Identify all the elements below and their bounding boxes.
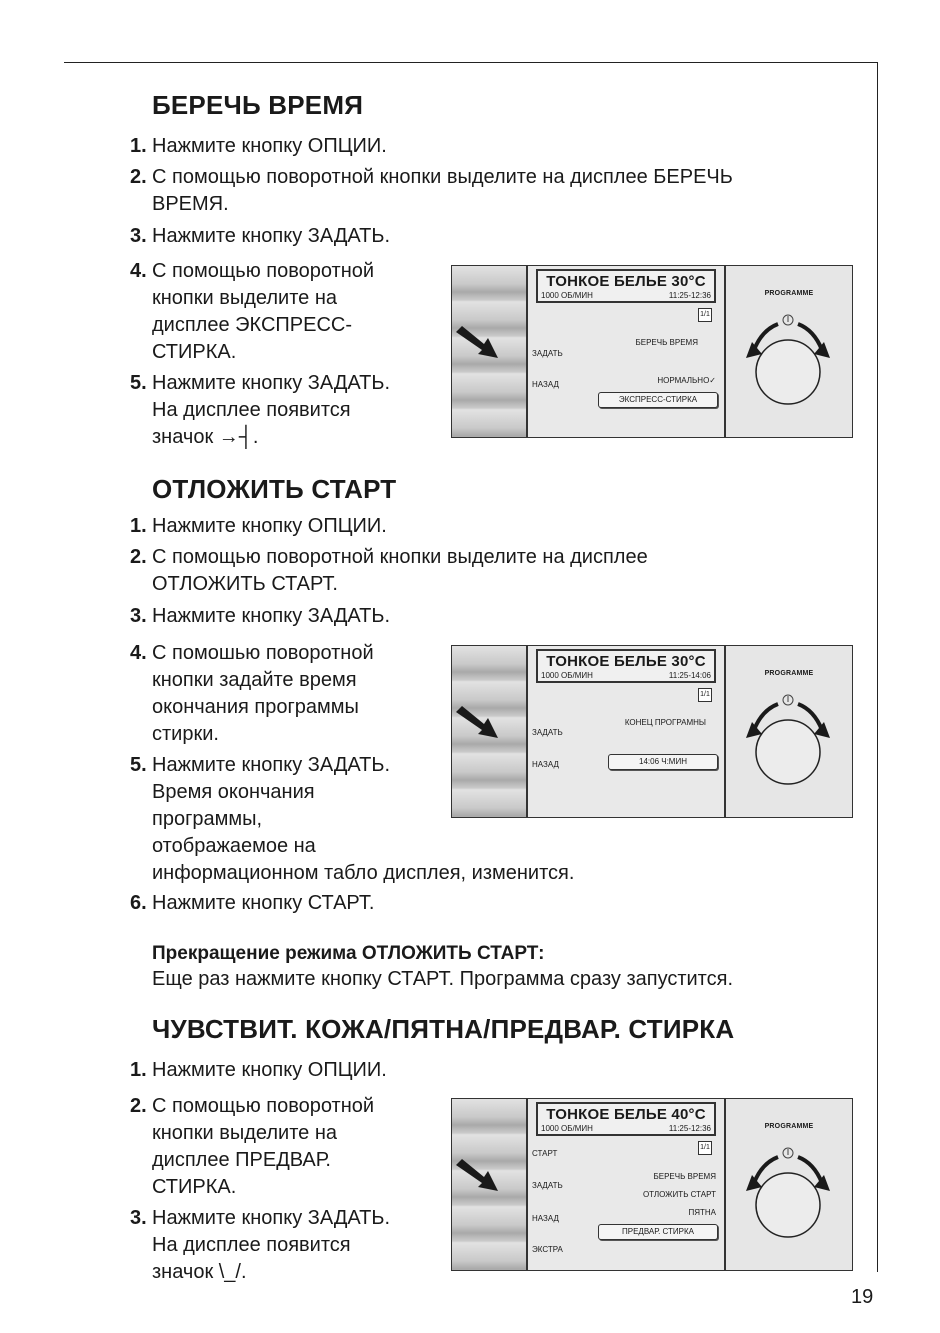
list-item: 1. Нажмите кнопку ОПЦИИ. bbox=[130, 1059, 387, 1081]
list-item: 1. Нажмите кнопку ОПЦИИ. bbox=[130, 515, 387, 537]
knob-label: PROGRAMME bbox=[764, 1123, 814, 1130]
menu-line: КОНЕЦ ПРОГРАМНЫ bbox=[624, 718, 706, 727]
program-title-box bbox=[536, 1102, 716, 1136]
document-icon: 1/1 bbox=[698, 1141, 712, 1155]
list-item: 2. С помощью поворотной кнопки выделите на дисплее ОТЛОЖИТЬ СТАРТ. bbox=[130, 546, 648, 595]
soft-key-start: СТАРТ bbox=[532, 1149, 558, 1158]
list-item: 2. С помощью поворотной кнопки выделите на дисплее БЕРЕЧЬ ВРЕМЯ. bbox=[130, 166, 733, 215]
list-item: 4. С помошью поворотной кнопки задайте время окончания программы стирки. bbox=[130, 642, 374, 745]
button-strip bbox=[452, 1099, 528, 1270]
spin-speed: 1000 ОБ/МИН bbox=[541, 1124, 593, 1133]
page-number: 19 bbox=[851, 1286, 874, 1308]
soft-key-set: ЗАДАТЬ bbox=[532, 349, 563, 358]
note-title: Прекращение режима ОТЛОЖИТЬ СТАРТ: bbox=[152, 943, 545, 964]
spin-speed: 1000 ОБ/МИН bbox=[541, 671, 593, 680]
soft-key-back: НАЗАД bbox=[532, 1214, 559, 1223]
time-range: 11:25-12:36 bbox=[668, 291, 711, 300]
soft-key-extra: ЭКСТРА bbox=[532, 1245, 563, 1254]
selected-option: ЭКСПРЕСС-СТИРКА bbox=[598, 392, 718, 408]
side-rule bbox=[877, 62, 878, 1272]
lcd-display bbox=[528, 646, 726, 817]
section-title-save-time: БЕРЕЧЬ ВРЕМЯ bbox=[152, 90, 364, 120]
knob-label: PROGRAMME bbox=[764, 290, 814, 297]
pointer-arrow-icon bbox=[454, 704, 502, 742]
program-knob-area bbox=[726, 266, 852, 437]
lcd-display bbox=[528, 266, 726, 437]
control-panel-illustration bbox=[451, 265, 853, 438]
program-title: ТОНКОЕ БЕЛЬЕ 40°C bbox=[546, 1106, 706, 1123]
selected-option: 14:06 Ч:МИН bbox=[608, 754, 718, 770]
time-range: 11:25-12:36 bbox=[668, 1124, 711, 1133]
program-knob-area bbox=[726, 646, 852, 817]
list-item: 3. Нажмите кнопку ЗАДАТЬ. bbox=[130, 605, 391, 627]
pointer-arrow-icon bbox=[454, 324, 502, 362]
list-item: 2. С помощью поворотной кнопки выделите на дисплее ПРЕДВАР. СТИРКА. bbox=[130, 1095, 375, 1198]
button-strip bbox=[452, 266, 528, 437]
program-title: ТОНКОЕ БЕЛЬЕ 30°C bbox=[546, 653, 706, 670]
program-title-box bbox=[536, 649, 716, 683]
menu-line: НОРМАЛЬНО✓ bbox=[657, 376, 716, 385]
control-panel-illustration bbox=[451, 645, 853, 818]
list-item: 3. Нажмите кнопку ЗАДАТЬ. На дисплее появится значок \_/. bbox=[130, 1207, 391, 1283]
list-item: 5. Нажмите кнопку ЗАДАТЬ. Время окончания программы, отображаемое на информационном табло дисплея, изменится. bbox=[130, 754, 575, 884]
document-icon: 1/1 bbox=[698, 308, 712, 322]
list-item: 6. Нажмите кнопку СТАРТ. bbox=[130, 892, 375, 914]
knob-label: PROGRAMME bbox=[764, 670, 814, 677]
time-range: 11:25-14:06 bbox=[668, 671, 711, 680]
section-title-sensitive-skin: ЧУВСТВИТ. КОЖА/ПЯТНА/ПРЕДВАР. СТИРКА bbox=[152, 1014, 735, 1044]
menu-line: БЕРЕЧЬ ВРЕМЯ bbox=[635, 338, 698, 347]
document-icon: 1/1 bbox=[698, 688, 712, 702]
pointer-arrow-icon bbox=[454, 1157, 502, 1195]
menu-line: ПЯТНА bbox=[688, 1208, 716, 1217]
program-title: ТОНКОЕ БЕЛЬЕ 30°C bbox=[546, 273, 706, 290]
rotary-knob-icon bbox=[730, 1133, 850, 1243]
spin-speed: 1000 ОБ/МИН bbox=[541, 291, 593, 300]
note-text: Еще раз нажмите кнопку СТАРТ. Программа сразу запустится. bbox=[152, 968, 734, 990]
soft-key-back: НАЗАД bbox=[532, 760, 559, 769]
list-item: 3. Нажмите кнопку ЗАДАТЬ. bbox=[130, 225, 391, 247]
soft-key-set: ЗАДАТЬ bbox=[532, 728, 563, 737]
button-strip bbox=[452, 646, 528, 817]
selected-option: ПРЕДВАР. СТИРКА bbox=[598, 1224, 718, 1240]
soft-key-back: НАЗАД bbox=[532, 380, 559, 389]
soft-key-set: ЗАДАТЬ bbox=[532, 1181, 563, 1190]
program-title-box bbox=[536, 269, 716, 303]
list-item: 4. С помощью поворотной кнопки выделите на дисплее ЭКСПРЕСС- СТИРКА. bbox=[130, 260, 375, 363]
section-title-delay-start: ОТЛОЖИТЬ СТАРТ bbox=[152, 474, 397, 504]
top-rule bbox=[64, 62, 878, 63]
list-item: 5. Нажмите кнопку ЗАДАТЬ. На дисплее появится значок →┤. bbox=[130, 372, 391, 448]
control-panel-illustration bbox=[451, 1098, 853, 1271]
rotary-knob-icon bbox=[730, 300, 850, 410]
list-item: 1. Нажмите кнопку ОПЦИИ. bbox=[130, 135, 387, 157]
program-knob-area bbox=[726, 1099, 852, 1270]
menu-line: БЕРЕЧЬ ВРЕМЯ bbox=[653, 1172, 716, 1181]
menu-line: ОТЛОЖИТЬ СТАРТ bbox=[642, 1190, 716, 1199]
rotary-knob-icon bbox=[730, 680, 850, 790]
lcd-display bbox=[528, 1099, 726, 1270]
